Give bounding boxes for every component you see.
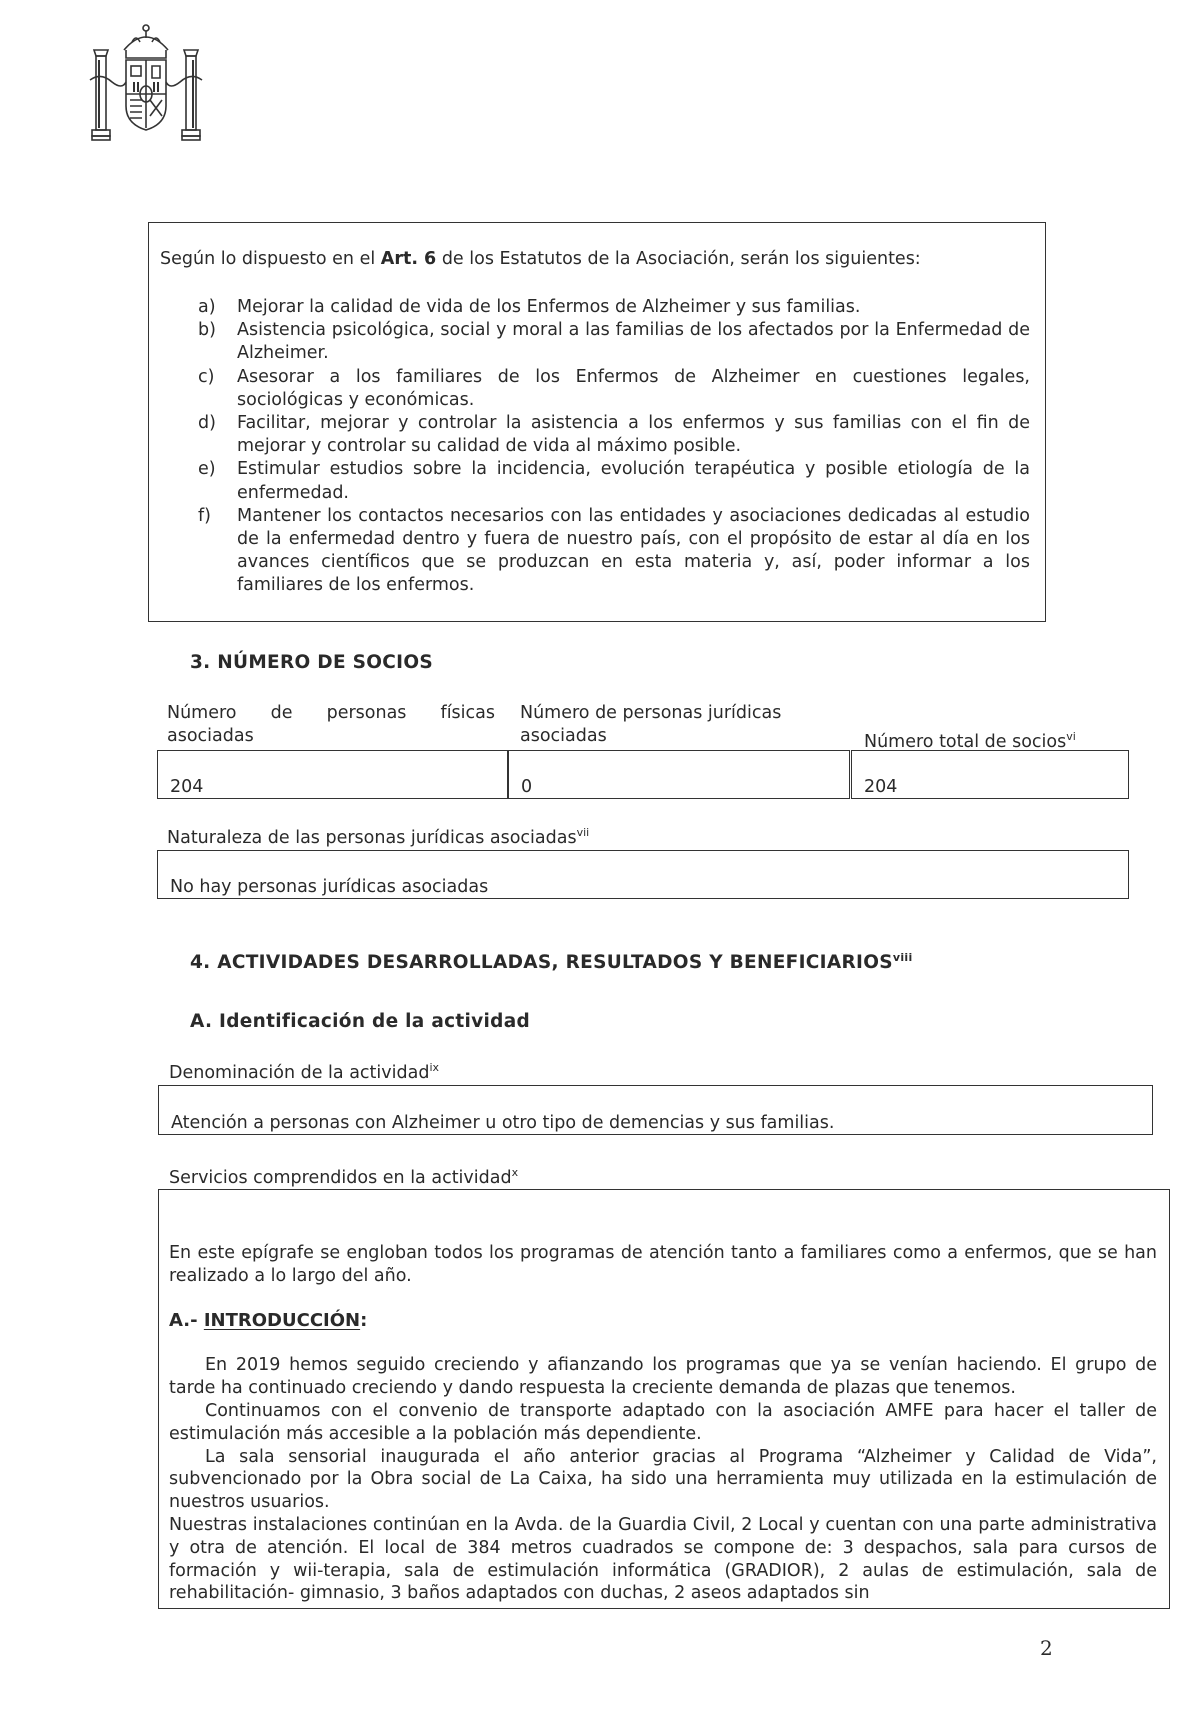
statutes-intro: Según lo dispuesto en el Art. 6 de los Estatutos de la Asociación, serán los siguientes: — [160, 249, 921, 269]
list-item: b) Asistencia psicológica, social y moral a las familias de los afectados por la Enfermedad de Alzheimer. — [198, 320, 1030, 364]
servicios-intro: En este epígrafe se engloban todos los programas de atención tanto a familiares como a enfermos, que se han realizado a lo largo del año. — [169, 1243, 1157, 1286]
paragraph: Nuestras instalaciones continúan en la Avda. de la Guardia Civil, 2 Local y cuentan con una parte administrativa y otra de atención. El local de 384 metros cuadrados se compone de: 3 despachos, sala para cursos de formación y wii-terapia, sala de estimulación informática (GRADIOR), 2 aulas de estimulación, sala de rehabilitación- gimnasio, 3 baños adaptados con duchas, 2 aseos adaptados sin — [169, 1514, 1157, 1604]
servicios-box — [158, 1189, 1170, 1609]
juridicas-value-field: 0 — [508, 750, 850, 799]
total-value-field: 204 — [851, 750, 1129, 799]
paragraph: La sala sensorial inaugurada el año anterior gracias al Programa “Alzheimer y Calidad de Vida”, subvencionado por la Obra social de La Caixa, ha sido una herramienta muy utilizada en la estimulación de nuestros usuarios. — [169, 1446, 1157, 1513]
naturaleza-label: Naturaleza de las personas jurídicas asociadas$^{vii}$ — [167, 826, 590, 848]
page-number: 2 — [1040, 1636, 1053, 1660]
servicios-label: Servicios comprendidos en la actividad$^x$ — [169, 1166, 519, 1188]
paragraph: En 2019 hemos seguido creciendo y afianzando los programas que ya se venían haciendo. El grupo de tarde ha continuado creciendo y dando respuesta la creciente demanda de plazas que tenemos. — [169, 1355, 1157, 1399]
statutes-objectives-box — [148, 222, 1046, 622]
list-item: f) Mantener los contactos necesarios con las entidades y asociaciones dedicadas al estudio de la enfermedad dentro y fuera de nuestro país, con el propósito de estar al día en los avances científicos que se produzcan en esta materia y, así, poder informar a los familiares de los enfermos. — [198, 505, 1030, 596]
section-3-heading: 3. NÚMERO DE SOCIOS — [190, 652, 434, 673]
juridicas-label: Número de personas jurídicas asociadas — [520, 703, 782, 746]
list-item: a) Mejorar la calidad de vida de los Enfermos de Alzheimer y sus familias. — [198, 297, 861, 317]
denominacion-label: Denominación de la actividad$^{ix}$ — [169, 1061, 440, 1083]
paragraph: Continuamos con el convenio de transporte adaptado con la asociación AMFE para hacer el taller de estimulación más accesible a la población más dependiente. — [169, 1400, 1157, 1444]
denominacion-value-field: Atención a personas con Alzheimer u otro tipo de demencias y sus familias. — [158, 1085, 1153, 1135]
fisicas-value-field: 204 — [157, 750, 508, 799]
list-item: d) Facilitar, mejorar y controlar la asistencia a los enfermos y sus familias con el fin de mejorar y controlar su calidad de vida al máximo posible. — [198, 413, 1030, 457]
introduccion-heading: A.- INTRODUCCIÓN: — [169, 1309, 368, 1331]
fisicas-label: Número de personas físicas asociadas — [167, 703, 495, 746]
list-item: e) Estimular estudios sobre la incidencia, evolución terapéutica y posible etiología de la enfermedad. — [198, 459, 1030, 503]
activity-identification-heading: A. Identificación de la actividad — [190, 1011, 531, 1032]
coat-of-arms-emblem — [86, 20, 206, 150]
objectives-list — [160, 296, 1030, 598]
total-label: Número total de socios$^{vi}$ — [864, 730, 1076, 752]
naturaleza-value-field: No hay personas jurídicas asociadas — [157, 850, 1129, 899]
section-4-heading: 4. ACTIVIDADES DESARROLLADAS, RESULTADOS Y BENEFICIARIOS$^{viii}$ — [190, 951, 913, 973]
list-item: c) Asesorar a los familiares de los Enfermos de Alzheimer en cuestiones legales, sociológicas y económicas. — [198, 366, 1030, 410]
